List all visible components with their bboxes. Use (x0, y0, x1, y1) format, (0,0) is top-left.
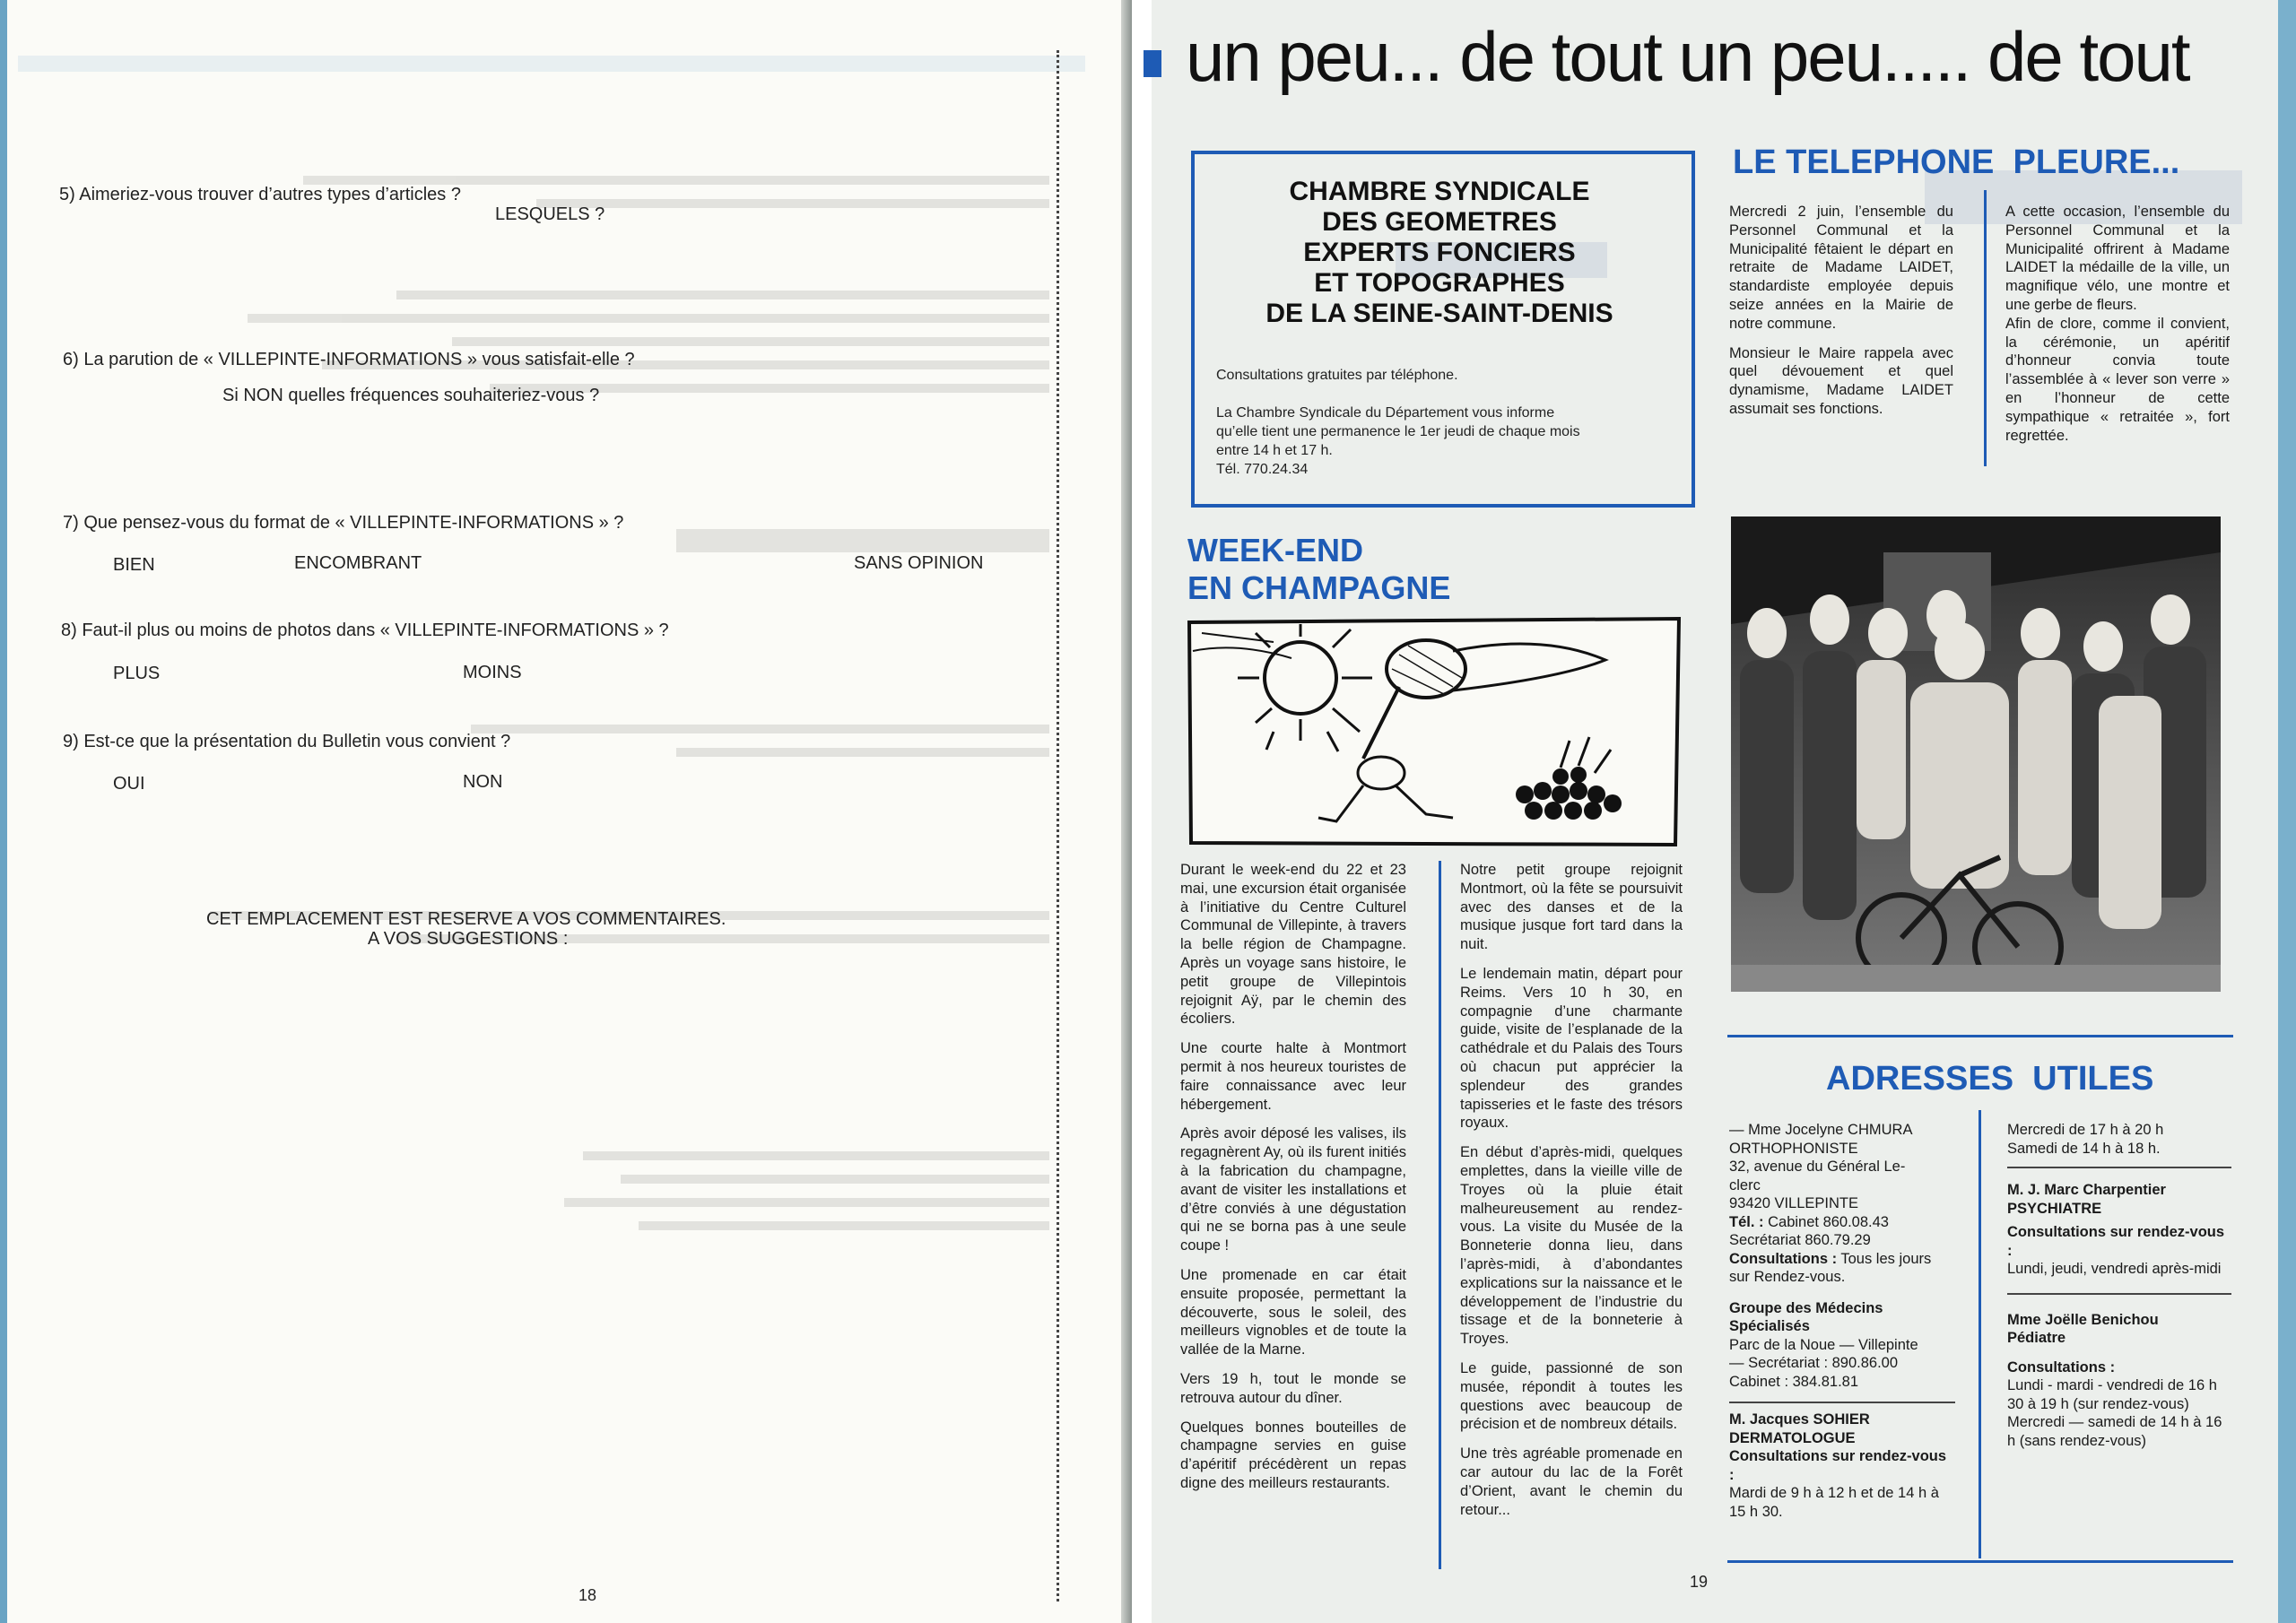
weekend-p7: Notre petit groupe rejoignit Montmort, où la fête se poursuivit avec des danses et de la musique jusque fort tard dans la nuit. (1460, 862, 1683, 953)
groupe-name: Groupe des Médecins Spécialisés (1729, 1299, 1883, 1334)
comments-area[interactable] (188, 959, 924, 1533)
weekend-col-2 (1460, 861, 1683, 1530)
charpentier-rule (2007, 1293, 2231, 1295)
secretariat: Secrétariat 860.79.29 (1729, 1232, 1871, 1248)
left-page-edge (0, 0, 7, 1623)
group-photo (1731, 516, 2221, 992)
chambre-consult: Consultations gratuites par téléphone. (1216, 368, 1458, 383)
benichou-name: Mme Joëlle Benichou (2007, 1311, 2159, 1328)
weekend-p9: En début d’après-midi, quelques emplettes, dans la vieille ville de Troyes où la pluie était malheureusement au rendez-vous. La visite du Musée de la Bonneterie donna lieu, dans l’après-midi, à d’abondantes explications sur la naissance et le développement de l’industrie du tissage et de la bonneterie à Troyes. (1460, 1144, 1683, 1348)
charpentier-name: M. J. Marc Charpentier (2007, 1182, 2166, 1198)
charpentier-consult: Consultations sur rendez-vous : (2007, 1224, 2225, 1259)
page-number-right: 19 (1690, 1573, 1709, 1591)
weekend-heading-1: WEEK-END (1187, 532, 1363, 568)
chambre-heading-2: DES GEOMETRES (1322, 207, 1557, 237)
tel-value: Cabinet 860.08.43 (1768, 1213, 1889, 1230)
comments-line-2: A VOS SUGGESTIONS : (368, 929, 569, 949)
option-plus[interactable]: PLUS (113, 664, 161, 683)
tel-label: Tél. : (1729, 1213, 1764, 1230)
title-marker (1144, 50, 1161, 77)
chambre-line-1: La Chambre Syndicale du Département vous informe (1216, 405, 1555, 421)
weekend-heading-2: EN CHAMPAGNE (1187, 569, 1451, 606)
option-non[interactable]: NON (463, 772, 503, 792)
chambre-heading-5: DE LA SEINE-SAINT-DENIS (1265, 299, 1613, 328)
telephone-col-1 (1729, 203, 1953, 430)
weekend-p10: Le guide, passionné de son musée, répondit à toutes les questions avec beaucoup de précision et de nombreux détails. (1460, 1359, 1683, 1433)
charpentier-days: Lundi, jeudi, vendredi après-midi (2007, 1261, 2222, 1277)
option-bien[interactable]: BIEN (113, 555, 155, 575)
sohier-consult: Consultations sur rendez-vous : (1729, 1448, 1947, 1483)
weekend-divider (1439, 861, 1441, 1569)
bleed-through-strip (18, 56, 1085, 72)
question-5: 5) Aimeriez-vous trouver d’autres types d’articles ? (59, 185, 461, 204)
weekend-p11: Une très agréable promenade en car autour du lac de la Forêt d’Orient, avant le chemin du retour... (1460, 1445, 1683, 1518)
telephone-p1: Mercredi 2 juin, l’ensemble du Personnel Communal et la Municipalité fêtaient le départ en retraite de Madame LAIDET, standardiste employée depuis seize années en la Mairie de notre commune. (1729, 204, 1953, 332)
right-page-edge (1132, 0, 1152, 1623)
telephone-divider (1984, 190, 1987, 466)
chambre-line-4: Tél. 770.24.34 (1216, 462, 1309, 477)
groupe-line-2: — Secrétariat : 890.86.00 (1729, 1355, 1899, 1371)
groupe-line-1: Parc de la Noue — Villepinte (1729, 1336, 1918, 1353)
groupe-rule (1729, 1402, 1955, 1403)
weekend-p1: Durant le week-end du 22 et 23 mai, une excursion était organisée à l’initiative du Centre Culturel Communal de Villepinte, à travers la belle région de Champagne. Après un voyage sans histoire, le petit groupe de Villepintois rejoignit Aÿ, par le chemin des écoliers. (1180, 862, 1406, 1028)
benichou-hours-1: Lundi - mardi - vendredi de 16 h 30 à 19 h (sur rendez-vous) (2007, 1377, 2217, 1412)
chmura-title: ORTHOPHONISTE (1729, 1140, 1858, 1157)
right-blue-edge (2278, 0, 2296, 1623)
question-7: 7) Que pensez-vous du format de « VILLEPINTE-INFORMATIONS » ? (63, 513, 624, 533)
benichou-hours-2: Mercredi — samedi de 14 h à 16 h (sans rendez-vous) (2007, 1414, 2222, 1449)
weekend-col-1 (1180, 861, 1406, 1504)
telephone-col-2 (2005, 203, 2230, 445)
telephone-heading: LE TELEPHONE PLEURE... (1733, 143, 2180, 181)
adresses-top-rule (1727, 1035, 2233, 1037)
telephone-p3: A cette occasion, l’ensemble du Personnel Communal et la Municipalité offrirent à Madame LAIDET la médaille de la ville, un magnifique vélo, une montre et une gerbe de fleurs. (2005, 204, 2230, 313)
champagne-illustration (1184, 615, 1683, 850)
telephone-p4: Afin de clore, comme il convient, la cérémonie, un apéritif d’honneur convia toute l’assemblée à « lever son verre » en l’honneur de cette sympathique « retraitée », fort regrettée. (2005, 315, 2230, 444)
adresses-col-1 (1729, 1121, 1955, 1521)
group-photo-image (1731, 516, 2221, 992)
option-moins[interactable]: MOINS (463, 663, 522, 682)
weekend-p6: Quelques bonnes bouteilles de champagne servies en guise d’apéritif précédèrent un repas digne des meilleurs restaurants. (1180, 1419, 1406, 1491)
benichou-consult: Consultations : (2007, 1358, 2116, 1376)
weekend-p2: Une courte halte à Montmort permit à nos heureux touristes de faire connaissance avec leur hébergement. (1180, 1040, 1406, 1113)
consult-label: Consultations : (1729, 1250, 1838, 1267)
question-8: 8) Faut-il plus ou moins de photos dans « VILLEPINTE-INFORMATIONS » ? (61, 621, 669, 640)
weekend-p5: Vers 19 h, tout le monde se retrouva autour du dîner. (1180, 1370, 1406, 1406)
chambre-line-2: qu’elle tient une permanence le 1er jeudi de chaque mois (1216, 424, 1580, 439)
weekend-p8: Le lendemain matin, départ pour Reims. Vers 10 h 30, en compagnie d’une charmante guide, visite de l’esplanade de la cathédrale et du Palais des Tours où chacun put apprécier la splendeur des grandes tapisseries et le faste des trésors royaux. (1460, 965, 1683, 1132)
question-5-sub: LESQUELS ? (495, 204, 605, 224)
option-encombrant[interactable]: ENCOMBRANT (294, 553, 422, 573)
groupe-line-3: Cabinet : 384.81.81 (1729, 1373, 1859, 1390)
weekend-p3: Après avoir déposé les valises, ils regagnèrent Ay, où ils furent initiés à la fabrication du champagne, avant de visiter les installations et d’être conviés à une dégustation qui ne se borna pas à une seule coupe ! (1180, 1125, 1406, 1254)
chmura-name: — Mme Jocelyne CHMURA (1729, 1122, 1913, 1138)
page-number-left: 18 (578, 1586, 597, 1604)
chambre-heading-1: CHAMBRE SYNDICALE (1289, 177, 1590, 206)
chmura-address-2: clerc (1729, 1176, 1761, 1193)
hours-top-2: Samedi de 14 h à 18 h. (2007, 1140, 2161, 1157)
page-fold-dots (1057, 50, 1059, 1601)
page-title: un peu... de tout un peu..... de tout (1186, 17, 2189, 96)
hours-rule (2007, 1167, 2231, 1168)
comments-line-1: CET EMPLACEMENT EST RESERVE A VOS COMMENTAIRES. (206, 909, 726, 929)
chambre-heading-3: EXPERTS FONCIERS (1303, 238, 1576, 267)
chmura-address-1: 32, avenue du Général Le- (1729, 1159, 1906, 1175)
consult-value: Tous les jours sur Rendez-vous. (1729, 1250, 1932, 1285)
question-6-sub: Si NON quelles fréquences souhaiteriez-vous ? (222, 386, 600, 405)
adresses-col-2 (2007, 1121, 2231, 1450)
hours-top-1: Mercredi de 17 h à 20 h (2007, 1122, 2164, 1138)
adresses-bottom-rule (1727, 1560, 2233, 1563)
sohier-hours: Mardi de 9 h à 12 h et de 14 h à 15 h 30. (1729, 1485, 1939, 1520)
telephone-p2: Monsieur le Maire rappela avec quel dévouement et quel dynamisme, Madame LAIDET assumait ses fonctions. (1729, 344, 1953, 417)
champagne-drawing (1184, 615, 1683, 850)
benichou-title: Pédiatre (2007, 1330, 2066, 1346)
adresses-divider (1979, 1110, 1981, 1558)
adresses-heading: ADRESSES UTILES (1826, 1060, 2154, 1098)
option-sans-opinion[interactable]: SANS OPINION (854, 553, 984, 573)
charpentier-title: PSYCHIATRE (2007, 1200, 2102, 1217)
weekend-p4: Une promenade en car était ensuite proposée, permettant la découverte, sous le soleil, des meilleurs vignobles et de toute la vallée de la Marne. (1180, 1266, 1406, 1358)
chambre-heading-4: ET TOPOGRAPHES (1314, 268, 1565, 298)
chmura-city: 93420 VILLEPINTE (1729, 1195, 1859, 1211)
option-oui[interactable]: OUI (113, 774, 145, 794)
question-9: 9) Est-ce que la présentation du Bulletin vous convient ? (63, 732, 511, 751)
question-6: 6) La parution de « VILLEPINTE-INFORMATIONS » vous satisfait-elle ? (63, 350, 635, 369)
sohier-name: M. Jacques SOHIER (1729, 1411, 1870, 1428)
sohier-title: DERMATOLOGUE (1729, 1429, 1856, 1446)
chambre-line-3: entre 14 h et 17 h. (1216, 443, 1333, 458)
